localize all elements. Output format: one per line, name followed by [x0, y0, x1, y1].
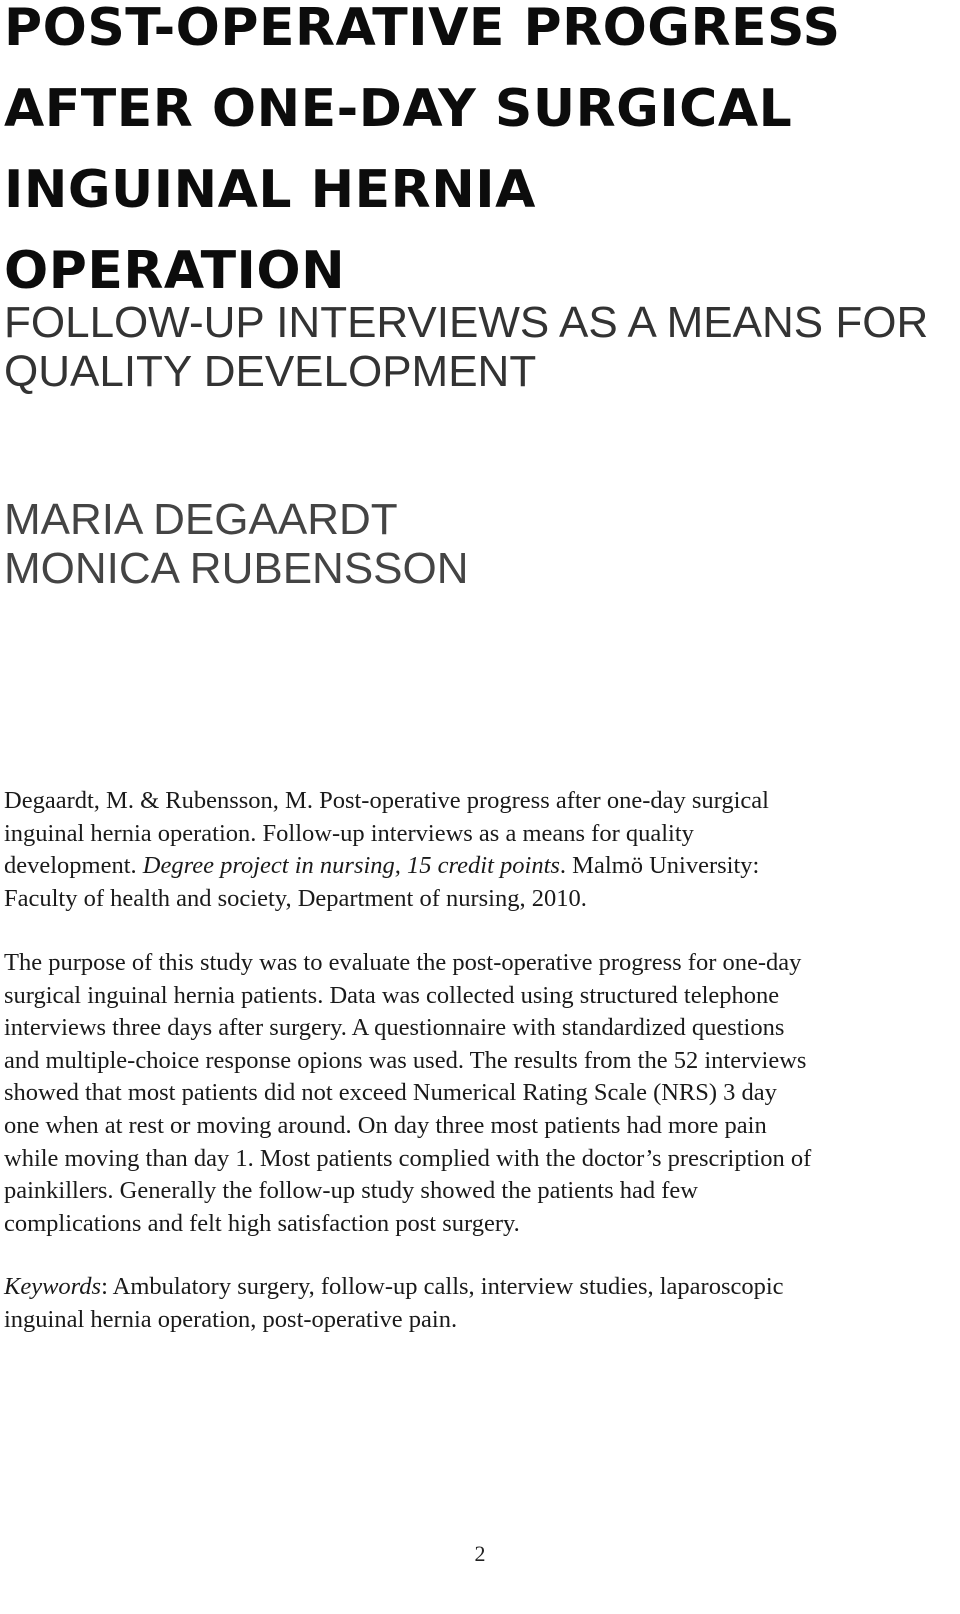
author-name: MONICA RUBENSSON [4, 544, 469, 593]
abstract-paragraph [4, 947, 939, 1240]
citation-line [4, 850, 939, 883]
title-line: OPERATION [4, 241, 346, 301]
abstract-line: one when at rest or moving around. On day three most patients had more pain [4, 1111, 767, 1139]
abstract-line: complications and felt high satisfaction post surgery. [4, 1209, 520, 1237]
subtitle-line: FOLLOW-UP INTERVIEWS AS A MEANS FOR [4, 298, 929, 347]
citation-paragraph [4, 785, 939, 915]
abstract-line: and multiple-choice response opions was used. The results from the 52 interviews [4, 1046, 807, 1074]
keywords-text: : Ambulatory surgery, follow-up calls, interview studies, laparoscopic [101, 1273, 784, 1300]
keywords-paragraph [4, 1271, 939, 1336]
title-line: INGUINAL HERNIA [4, 160, 536, 220]
title-line: POST-OPERATIVE PROGRESS [4, 0, 841, 58]
abstract-line: showed that most patients did not exceed Numerical Rating Scale (NRS) 3 day [4, 1079, 777, 1107]
abstract-line: painkillers. Generally the follow-up study showed the patients had few [4, 1177, 698, 1205]
keywords-label: Keywords [4, 1273, 102, 1300]
citation-text: development. [4, 852, 143, 880]
document-subtitle [4, 298, 928, 396]
title-line: AFTER ONE-DAY SURGICAL [4, 79, 793, 139]
keywords-line: inguinal hernia operation, post-operative pain. [4, 1305, 458, 1333]
citation-line: inguinal hernia operation. Follow-up interviews as a means for quality [4, 819, 694, 847]
document-title [4, 0, 954, 312]
citation-line: Degaardt, M. & Rubensson, M. Post-operative progress after one-day surgical [4, 787, 769, 814]
abstract-line: while moving than day 1. Most patients complied with the doctor’s prescription of [4, 1144, 812, 1172]
page-number: 2 [474, 1541, 486, 1566]
abstract-line: interviews three days after surgery. A questionnaire with standardized questions [4, 1014, 785, 1042]
subtitle-line: QUALITY DEVELOPMENT [4, 347, 537, 396]
author-name: MARIA DEGAARDT [4, 495, 398, 544]
abstract-line: surgical inguinal hernia patients. Data was collected using structured telephone [4, 981, 780, 1009]
citation-line: Faculty of health and society, Department of nursing, 2010. [4, 884, 587, 912]
author-list [4, 495, 469, 593]
keywords-line [4, 1271, 939, 1304]
citation-italic-text: Degree project in nursing, 15 credit points [142, 852, 560, 880]
citation-text: . Malmö University: [559, 852, 760, 880]
abstract-line: The purpose of this study was to evaluate the post-operative progress for one-day [4, 949, 802, 976]
